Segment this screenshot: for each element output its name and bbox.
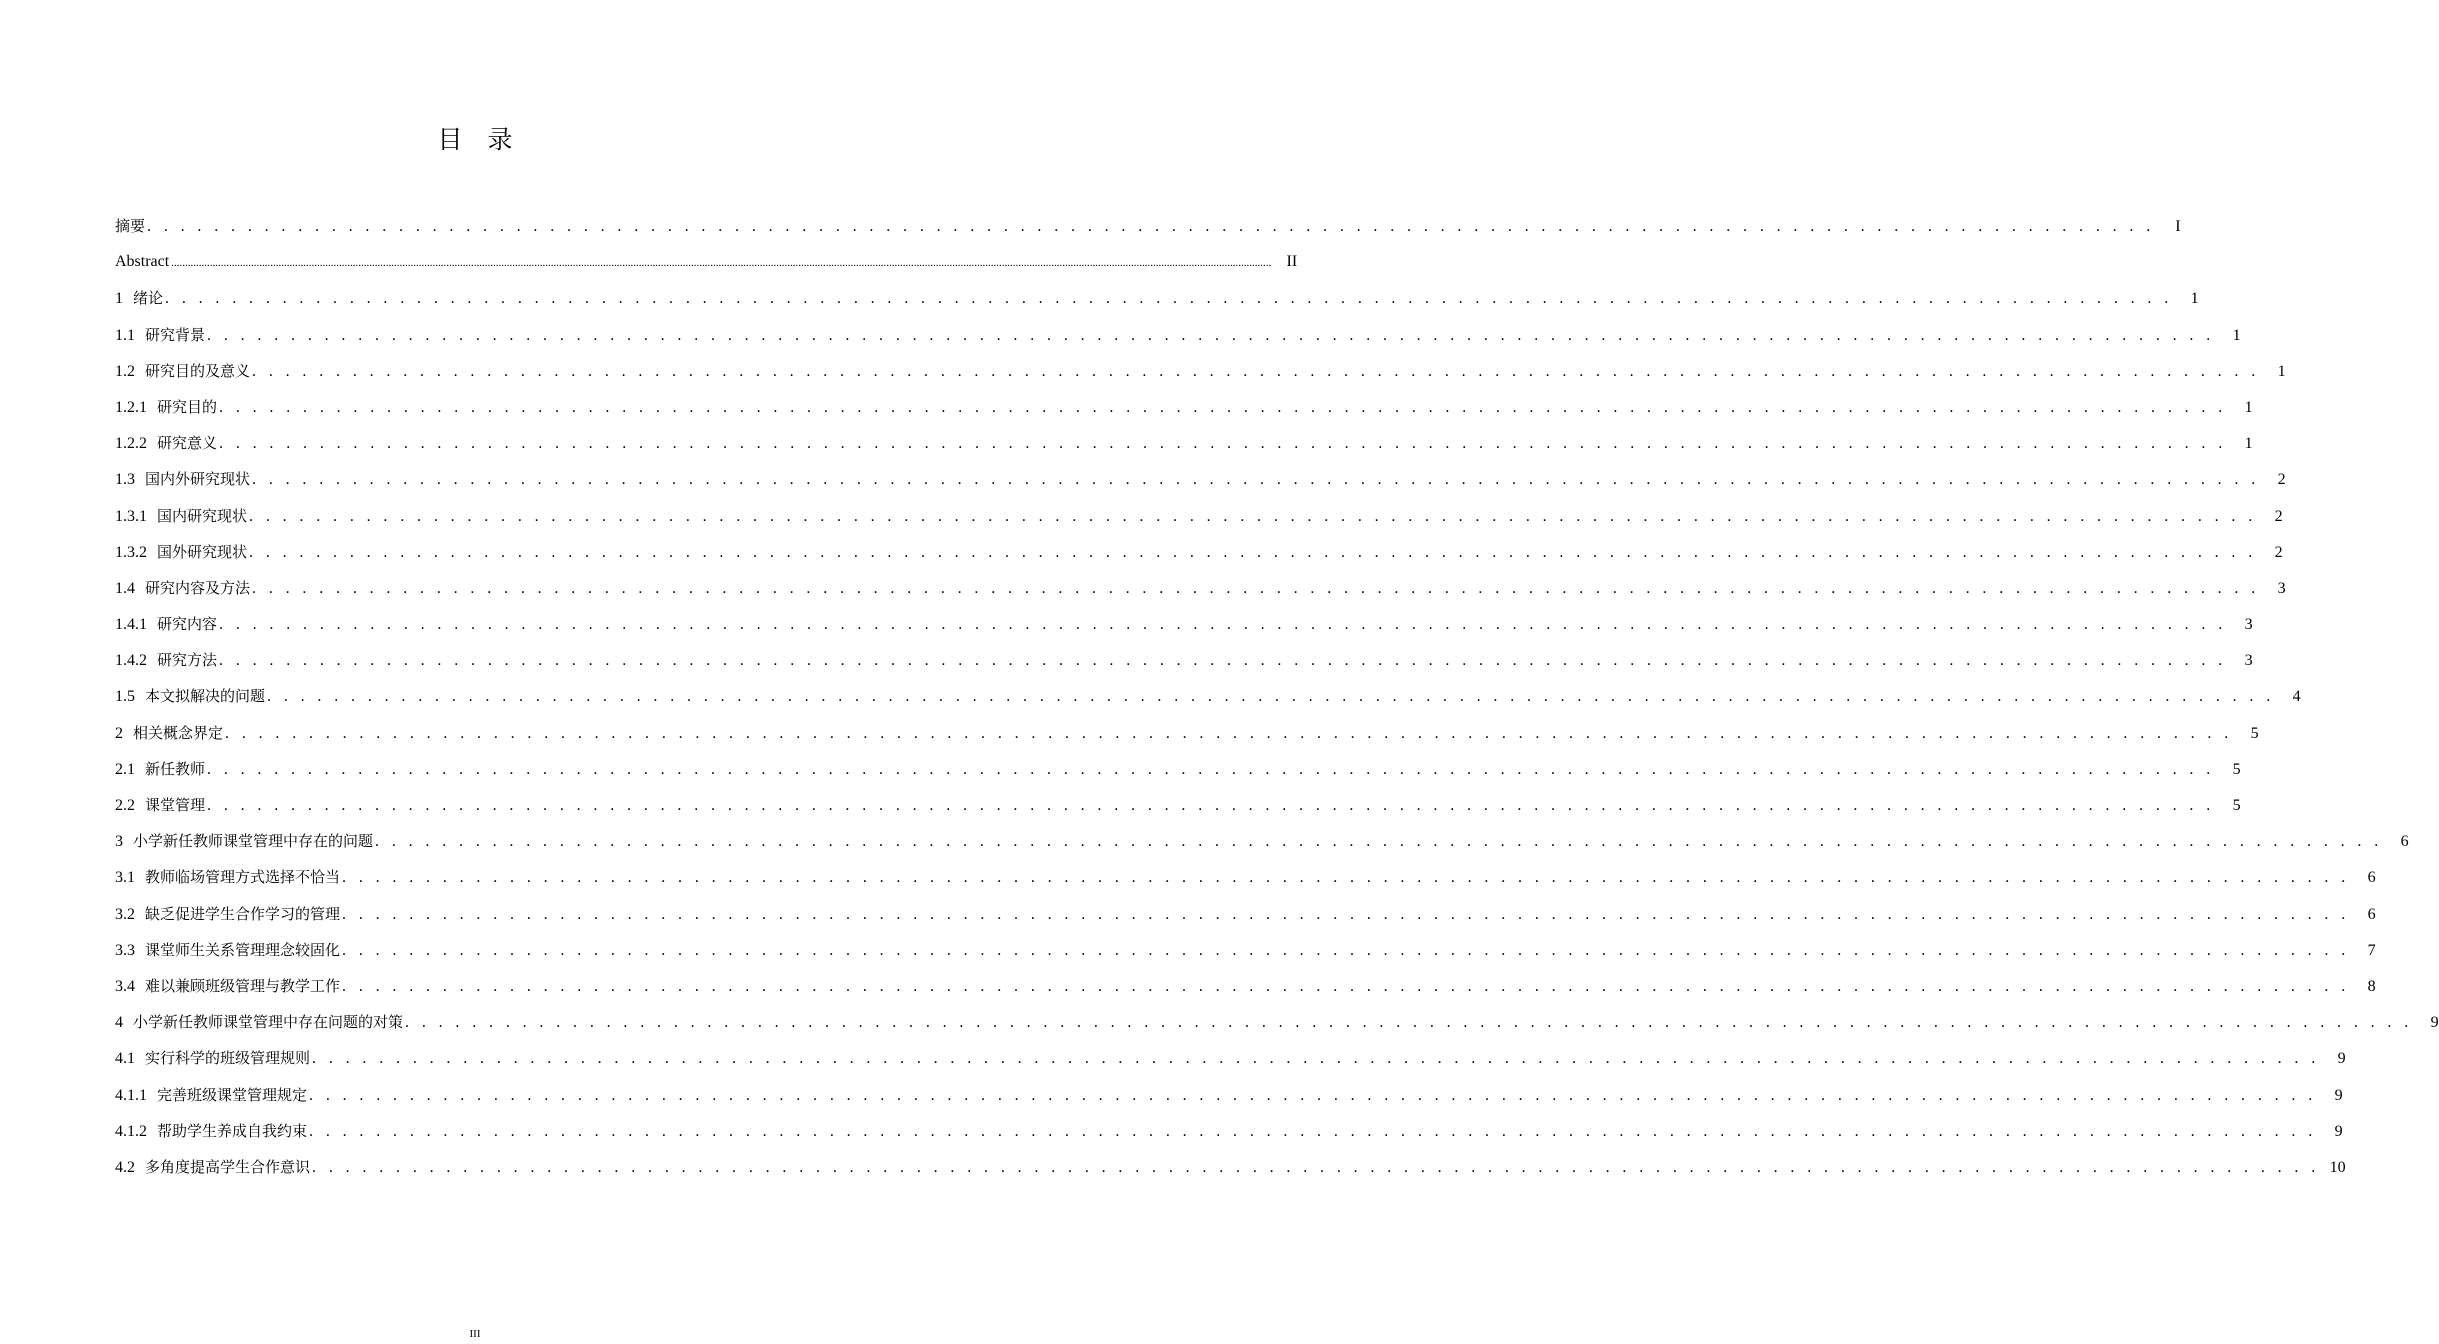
toc-dot-leader: . . . . . . . . . . . . . . . . . . . . . . . . . . . . . . . . . . . . . . . . . . . . . . . . . . . . . . . . . . . . . . . . . . . . . . . . . . . . . . . . . . . . . . . . . . . . . . . . . . . . . . . . . . . . . . . . . . . . . . . . [219, 616, 2227, 634]
toc-entry-label: 帮助学生养成自我约束 [157, 1121, 308, 1140]
toc-entry[interactable] [115, 678, 2301, 714]
toc-entry-number: 1.2.2 [115, 435, 147, 453]
toc-entry-page: 1 [2244, 398, 2253, 416]
toc-entry-label: 实行科学的班级管理规则 [145, 1049, 311, 1068]
toc-entry[interactable] [115, 461, 2286, 497]
toc-dot-leader: ................................................................................................................................................................................................................................................................................................................................................................................................................ [171, 257, 1272, 270]
toc-entry-number: 1.4.2 [115, 652, 147, 670]
toc-entry-label: 新任教师 [145, 759, 206, 778]
toc-entry-label: Abstract [115, 253, 170, 271]
toc-entry[interactable] [115, 1149, 2346, 1185]
toc-entry[interactable] [115, 244, 1298, 280]
toc-entry-page: 9 [2334, 1122, 2343, 1140]
toc-entry-page: I [2175, 218, 2181, 235]
toc-entry[interactable] [115, 968, 2376, 1004]
toc-entry[interactable] [115, 642, 2253, 678]
toc-entry-page: 1 [2232, 326, 2241, 344]
toc-entry-page: 9 [2430, 1014, 2439, 1032]
toc-entry-label: 研究意义 [157, 434, 218, 453]
toc-entry[interactable] [115, 932, 2376, 968]
toc-entry-label: 国内外研究现状 [145, 470, 251, 489]
toc-dot-leader: . . . . . . . . . . . . . . . . . . . . . . . . . . . . . . . . . . . . . . . . . . . . . . . . . . . . . . . . . . . . . . . . . . . . . . . . . . . . . . . . . . . . . . . . . . . . . . . . . . . . . . . . . . . . . . . . . . . . . . . . [225, 724, 2233, 742]
toc-entry-number: 4.1.2 [115, 1122, 147, 1140]
toc-dot-leader: . . . . . . . . . . . . . . . . . . . . . . . . . . . . . . . . . . . . . . . . . . . . . . . . . . . . . . . . . . . . . . . . . . . . . . . . . . . . . . . . . . . . . . . . . . . . . . . . . . . . . . . . . . . . . . . . . . . . . . . . [207, 326, 2215, 344]
toc-entry-page: 5 [2232, 797, 2241, 814]
toc-dot-leader: . . . . . . . . . . . . . . . . . . . . . . . . . . . . . . . . . . . . . . . . . . . . . . . . . . . . . . . . . . . . . . . . . . . . . . . . . . . . . . . . . . . . . . . . . . . . . . . . . . . . . . . . . . . . . . . . . . . . . . . . [147, 218, 2155, 235]
toc-entry-number: 2 [115, 724, 123, 742]
toc-entry-label: 研究目的及意义 [145, 361, 251, 380]
toc-dot-leader: . . . . . . . . . . . . . . . . . . . . . . . . . . . . . . . . . . . . . . . . . . . . . . . . . . . . . . . . . . . . . . . . . . . . . . . . . . . . . . . . . . . . . . . . . . . . . . . . . . . . . . . . . . . . . . . . . . . . . . . . [267, 688, 2275, 706]
toc-entry[interactable] [115, 570, 2286, 606]
toc-dot-leader: . . . . . . . . . . . . . . . . . . . . . . . . . . . . . . . . . . . . . . . . . . . . . . . . . . . . . . . . . . . . . . . . . . . . . . . . . . . . . . . . . . . . . . . . . . . . . . . . . . . . . . . . . . . . . . . . . . . . . . . . [309, 1122, 2317, 1140]
toc-entry-label: 教师临场管理方式选择不恰当 [145, 868, 341, 887]
toc-entry-number: 4.1 [115, 1050, 135, 1068]
toc-entry-label: 相关概念界定 [133, 723, 224, 742]
toc-entry-page: 1 [2190, 290, 2199, 308]
toc-entry-label: 摘要 [115, 217, 146, 235]
toc-entry-label: 小学新任教师课堂管理中存在的问题 [133, 832, 374, 851]
toc-entry-number: 1.3 [115, 471, 135, 489]
toc-dot-leader: . . . . . . . . . . . . . . . . . . . . . . . . . . . . . . . . . . . . . . . . . . . . . . . . . . . . . . . . . . . . . . . . . . . . . . . . . . . . . . . . . . . . . . . . . . . . . . . . . . . . . . . . . . . . . . . . . . . . . . . . [309, 1086, 2317, 1104]
toc-entry[interactable] [115, 606, 2253, 642]
page-number-footer: III [469, 1328, 481, 1340]
toc-entry-page: 6 [2367, 869, 2376, 887]
toc-entry-number: 1.4.1 [115, 616, 147, 634]
toc-entry-label: 小学新任教师课堂管理中存在问题的对策 [133, 1013, 404, 1032]
toc-entry-number: 1.2 [115, 362, 135, 380]
toc-entry-label: 研究内容 [157, 615, 218, 634]
toc-entry[interactable] [115, 896, 2376, 932]
toc-entry[interactable] [115, 534, 2283, 570]
toc-entry-page: 3 [2244, 616, 2253, 634]
toc-dot-leader: . . . . . . . . . . . . . . . . . . . . . . . . . . . . . . . . . . . . . . . . . . . . . . . . . . . . . . . . . . . . . . . . . . . . . . . . . . . . . . . . . . . . . . . . . . . . . . . . . . . . . . . . . . . . . . . . . . . . . . . . [312, 1158, 2320, 1176]
toc-entry-label: 难以兼顾班级管理与教学工作 [145, 976, 341, 995]
toc-dot-leader: . . . . . . . . . . . . . . . . . . . . . . . . . . . . . . . . . . . . . . . . . . . . . . . . . . . . . . . . . . . . . . . . . . . . . . . . . . . . . . . . . . . . . . . . . . . . . . . . . . . . . . . . . . . . . . . . . . . . . . . . [219, 398, 2227, 416]
toc-entry-page: 8 [2367, 977, 2376, 995]
toc-entry-page: 7 [2367, 941, 2376, 959]
toc-dot-leader: . . . . . . . . . . . . . . . . . . . . . . . . . . . . . . . . . . . . . . . . . . . . . . . . . . . . . . . . . . . . . . . . . . . . . . . . . . . . . . . . . . . . . . . . . . . . . . . . . . . . . . . . . . . . . . . . . . . . . . . . [165, 290, 2173, 308]
toc-entry-label: 课堂管理 [145, 796, 206, 814]
toc-entry-label: 研究内容及方法 [145, 578, 251, 597]
toc-entry-number: 1.5 [115, 688, 135, 706]
toc-entry[interactable] [115, 787, 2241, 823]
toc-entry-page: 2 [2274, 543, 2283, 561]
toc-entry-page: 1 [2244, 435, 2253, 453]
toc-dot-leader: . . . . . . . . . . . . . . . . . . . . . . . . . . . . . . . . . . . . . . . . . . . . . . . . . . . . . . . . . . . . . . . . . . . . . . . . . . . . . . . . . . . . . . . . . . . . . . . . . . . . . . . . . . . . . . . . . . . . . . . . [252, 579, 2260, 597]
toc-entry[interactable] [115, 208, 2181, 244]
toc-entry-label: 本文拟解决的问题 [145, 687, 266, 706]
toc-entry-number: 1.3.2 [115, 543, 147, 561]
toc-entry-page: 1 [2277, 362, 2286, 380]
toc-entry-page: II [1286, 253, 1298, 271]
toc-entry-number: 1 [115, 290, 123, 308]
toc-entry-number: 3.3 [115, 941, 135, 959]
toc-entry-number: 3.4 [115, 977, 135, 995]
toc-entry-label: 绪论 [133, 289, 164, 308]
toc-dot-leader: . . . . . . . . . . . . . . . . . . . . . . . . . . . . . . . . . . . . . . . . . . . . . . . . . . . . . . . . . . . . . . . . . . . . . . . . . . . . . . . . . . . . . . . . . . . . . . . . . . . . . . . . . . . . . . . . . . . . . . . . [219, 435, 2227, 453]
toc-entry-label: 多角度提高学生合作意识 [145, 1157, 311, 1176]
toc-entry-label: 研究方法 [157, 651, 218, 670]
toc-entry-number: 2.1 [115, 760, 135, 778]
toc-dot-leader: . . . . . . . . . . . . . . . . . . . . . . . . . . . . . . . . . . . . . . . . . . . . . . . . . . . . . . . . . . . . . . . . . . . . . . . . . . . . . . . . . . . . . . . . . . . . . . . . . . . . . . . . . . . . . . . . . . . . . . . . [405, 1014, 2413, 1032]
toc-entry-label: 国外研究现状 [157, 542, 248, 561]
toc-entry[interactable] [115, 317, 2241, 353]
toc-entry-number: 3 [115, 833, 123, 851]
toc-entry[interactable] [115, 859, 2376, 895]
toc-dot-leader: . . . . . . . . . . . . . . . . . . . . . . . . . . . . . . . . . . . . . . . . . . . . . . . . . . . . . . . . . . . . . . . . . . . . . . . . . . . . . . . . . . . . . . . . . . . . . . . . . . . . . . . . . . . . . . . . . . . . . . . . [312, 1050, 2320, 1068]
toc-dot-leader: . . . . . . . . . . . . . . . . . . . . . . . . . . . . . . . . . . . . . . . . . . . . . . . . . . . . . . . . . . . . . . . . . . . . . . . . . . . . . . . . . . . . . . . . . . . . . . . . . . . . . . . . . . . . . . . . . . . . . . . . [252, 471, 2260, 489]
toc-entry-page: 2 [2274, 507, 2283, 525]
toc-dot-leader: . . . . . . . . . . . . . . . . . . . . . . . . . . . . . . . . . . . . . . . . . . . . . . . . . . . . . . . . . . . . . . . . . . . . . . . . . . . . . . . . . . . . . . . . . . . . . . . . . . . . . . . . . . . . . . . . . . . . . . . . [342, 977, 2350, 995]
toc-entry-page: 9 [2334, 1086, 2343, 1104]
toc-entry[interactable] [115, 353, 2286, 389]
toc-entry-label: 研究背景 [145, 325, 206, 344]
toc-entry-label: 完善班级课堂管理规定 [157, 1085, 308, 1104]
toc-entry[interactable] [115, 1004, 2439, 1040]
toc-entry-page: 9 [2337, 1050, 2346, 1068]
toc-entry-label: 国内研究现状 [157, 506, 248, 525]
toc-entry[interactable] [115, 823, 2409, 859]
toc-entry-label: 研究目的 [157, 397, 218, 416]
table-of-contents [115, 208, 2439, 1185]
toc-entry-page: 6 [2367, 905, 2376, 923]
toc-dot-leader: . . . . . . . . . . . . . . . . . . . . . . . . . . . . . . . . . . . . . . . . . . . . . . . . . . . . . . . . . . . . . . . . . . . . . . . . . . . . . . . . . . . . . . . . . . . . . . . . . . . . . . . . . . . . . . . . . . . . . . . . [249, 543, 2257, 561]
toc-entry[interactable] [115, 425, 2253, 461]
toc-dot-leader: . . . . . . . . . . . . . . . . . . . . . . . . . . . . . . . . . . . . . . . . . . . . . . . . . . . . . . . . . . . . . . . . . . . . . . . . . . . . . . . . . . . . . . . . . . . . . . . . . . . . . . . . . . . . . . . . . . . . . . . . [207, 760, 2215, 778]
toc-entry-page: 5 [2232, 760, 2241, 778]
toc-entry-number: 4 [115, 1014, 123, 1032]
toc-entry[interactable] [115, 389, 2253, 425]
toc-entry[interactable] [115, 1077, 2343, 1113]
toc-entry-number: 2.2 [115, 797, 135, 814]
toc-entry-label: 缺乏促进学生合作学习的管理 [145, 904, 341, 923]
toc-entry-number: 1.2.1 [115, 398, 147, 416]
toc-dot-leader: . . . . . . . . . . . . . . . . . . . . . . . . . . . . . . . . . . . . . . . . . . . . . . . . . . . . . . . . . . . . . . . . . . . . . . . . . . . . . . . . . . . . . . . . . . . . . . . . . . . . . . . . . . . . . . . . . . . . . . . . [252, 362, 2260, 380]
toc-entry-number: 3.2 [115, 905, 135, 923]
toc-dot-leader: . . . . . . . . . . . . . . . . . . . . . . . . . . . . . . . . . . . . . . . . . . . . . . . . . . . . . . . . . . . . . . . . . . . . . . . . . . . . . . . . . . . . . . . . . . . . . . . . . . . . . . . . . . . . . . . . . . . . . . . . [249, 507, 2257, 525]
toc-entry-number: 4.2 [115, 1158, 135, 1176]
toc-entry[interactable] [115, 1113, 2343, 1149]
toc-entry-number: 4.1.1 [115, 1086, 147, 1104]
toc-dot-leader: . . . . . . . . . . . . . . . . . . . . . . . . . . . . . . . . . . . . . . . . . . . . . . . . . . . . . . . . . . . . . . . . . . . . . . . . . . . . . . . . . . . . . . . . . . . . . . . . . . . . . . . . . . . . . . . . . . . . . . . . [219, 652, 2227, 670]
toc-entry-number: 3.1 [115, 869, 135, 887]
toc-entry-page: 6 [2400, 833, 2409, 851]
toc-entry[interactable] [115, 498, 2283, 534]
page-title: 目 录 [437, 125, 513, 154]
toc-entry-page: 3 [2277, 579, 2286, 597]
toc-entry[interactable] [115, 751, 2241, 787]
toc-entry-page: 5 [2250, 724, 2259, 742]
toc-entry-page: 2 [2277, 471, 2286, 489]
toc-entry-label: 课堂师生关系管理理念较固化 [145, 940, 341, 959]
toc-entry-page: 3 [2244, 652, 2253, 670]
toc-entry[interactable] [115, 280, 2199, 316]
toc-entry-page: 10 [2329, 1158, 2346, 1176]
toc-entry-number: 1.4 [115, 579, 135, 597]
toc-dot-leader: . . . . . . . . . . . . . . . . . . . . . . . . . . . . . . . . . . . . . . . . . . . . . . . . . . . . . . . . . . . . . . . . . . . . . . . . . . . . . . . . . . . . . . . . . . . . . . . . . . . . . . . . . . . . . . . . . . . . . . . . [207, 797, 2215, 814]
toc-entry[interactable] [115, 715, 2259, 751]
toc-dot-leader: . . . . . . . . . . . . . . . . . . . . . . . . . . . . . . . . . . . . . . . . . . . . . . . . . . . . . . . . . . . . . . . . . . . . . . . . . . . . . . . . . . . . . . . . . . . . . . . . . . . . . . . . . . . . . . . . . . . . . . . . [375, 833, 2383, 851]
toc-entry-number: 1.3.1 [115, 507, 147, 525]
toc-dot-leader: . . . . . . . . . . . . . . . . . . . . . . . . . . . . . . . . . . . . . . . . . . . . . . . . . . . . . . . . . . . . . . . . . . . . . . . . . . . . . . . . . . . . . . . . . . . . . . . . . . . . . . . . . . . . . . . . . . . . . . . . [342, 905, 2350, 923]
toc-entry-number: 1.1 [115, 326, 135, 344]
toc-dot-leader: . . . . . . . . . . . . . . . . . . . . . . . . . . . . . . . . . . . . . . . . . . . . . . . . . . . . . . . . . . . . . . . . . . . . . . . . . . . . . . . . . . . . . . . . . . . . . . . . . . . . . . . . . . . . . . . . . . . . . . . . [342, 941, 2350, 959]
toc-entry-page: 4 [2292, 688, 2301, 706]
toc-entry[interactable] [115, 1040, 2346, 1076]
toc-dot-leader: . . . . . . . . . . . . . . . . . . . . . . . . . . . . . . . . . . . . . . . . . . . . . . . . . . . . . . . . . . . . . . . . . . . . . . . . . . . . . . . . . . . . . . . . . . . . . . . . . . . . . . . . . . . . . . . . . . . . . . . . [342, 869, 2350, 887]
